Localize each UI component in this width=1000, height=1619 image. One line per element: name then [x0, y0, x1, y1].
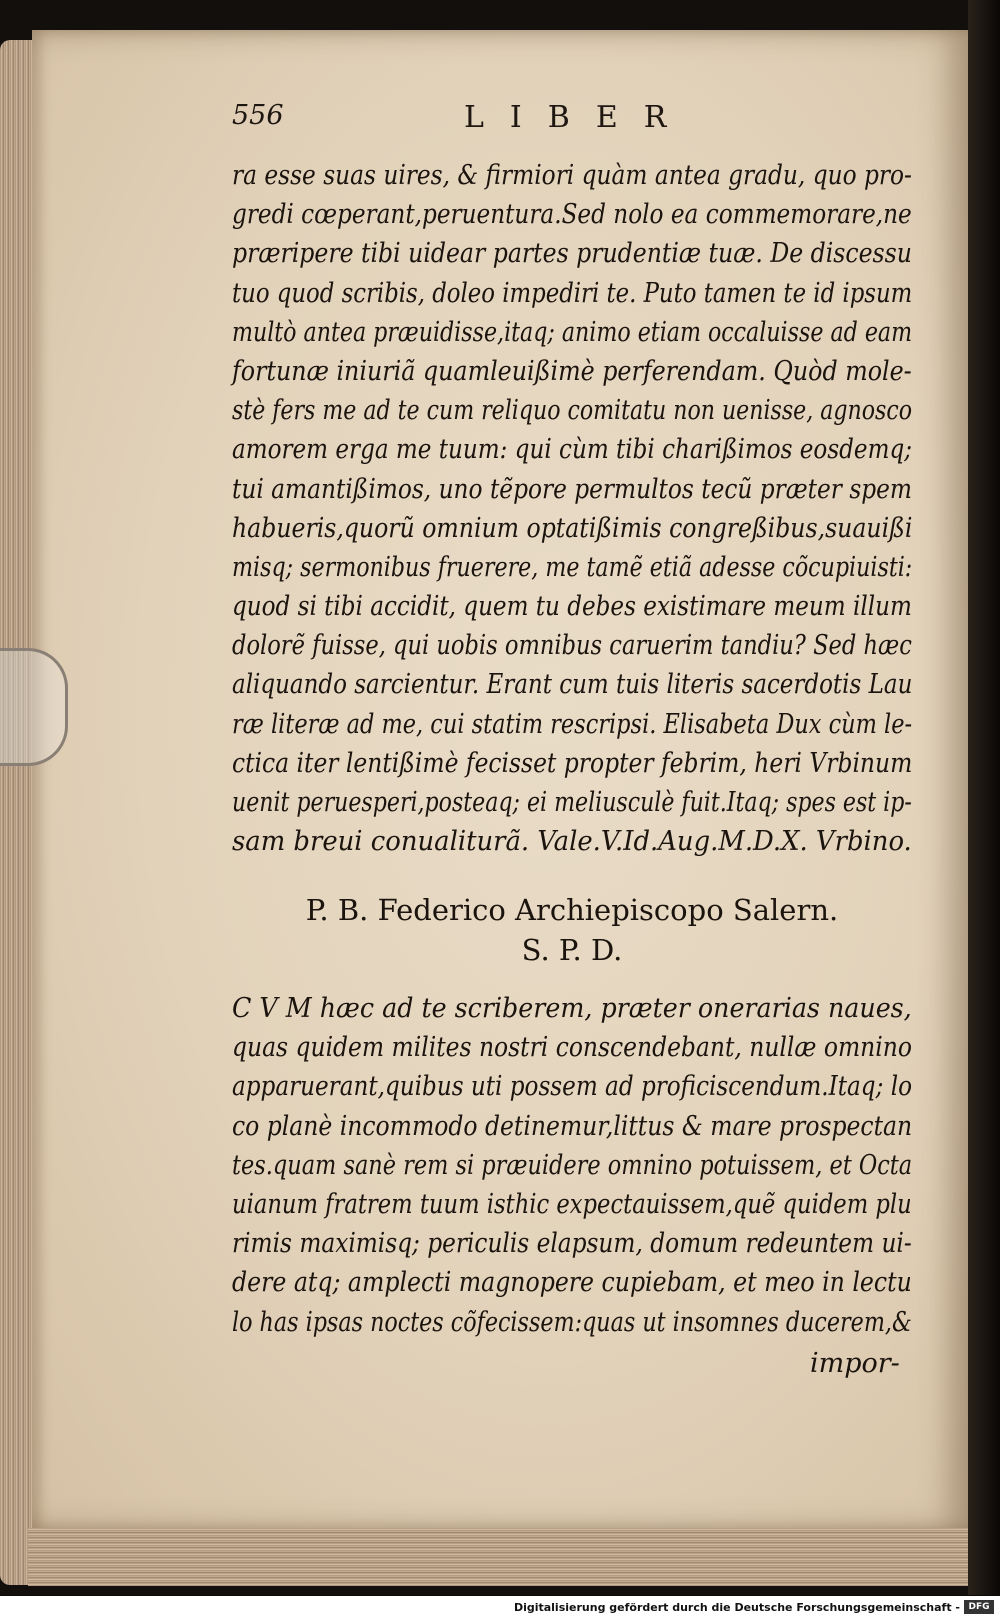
text-line: dolorẽ fuisse, qui uobis omnibus caruerim tandiu? Sed hæc: [232, 630, 912, 662]
book-spine: [968, 0, 1000, 1595]
text-line: apparuerant,quibus uti possem ad proficiscendum.Itaq; lo: [232, 1071, 912, 1103]
text-line: quas quidem milites nostri conscendebant, nullæ omnino: [232, 1032, 912, 1064]
text-line: stè fers me ad te cum reliquo comitatu non uenisse, agnosco: [232, 395, 912, 427]
text-line: uenit peruesperi,posteaq; ei meliusculè fuit.Itaq; spes est ip-: [232, 787, 912, 818]
text-line: ctica iter lentißimè fecisset propter febrim, heri Vrbinum: [232, 747, 913, 779]
text-line: co planè incommodo detinemur,littus & mare prospectan: [232, 1110, 913, 1142]
text-line: uianum fratrem tuum isthic expectauissem,quẽ quidem plu: [232, 1188, 912, 1220]
page-edges-bottom: [28, 1528, 968, 1586]
text-line: ra esse suas uires, & firmiori quàm antea gradu, quo pro-: [232, 160, 912, 191]
dfg-logo-icon: DFG: [964, 1600, 994, 1614]
text-line: misq; sermonibus fruerere, me tamẽ etiã adesse cõcupiuisti:: [232, 551, 913, 583]
letter-2-text: [232, 990, 912, 1343]
page-edges-left: [0, 40, 34, 1585]
running-title: LIBER: [464, 100, 693, 135]
text-line: fortunæ iniuriã quamleuißimè perferendam. Quòd mole-: [232, 355, 912, 387]
text-line: rimis maximisq; periculis elapsum, domum redeuntem ui-: [232, 1228, 912, 1260]
text-line: tuo quod scribis, doleo impediri te. Puto tamen te id ipsum: [232, 277, 913, 309]
page-number: 556: [232, 100, 284, 131]
text-line: lo has ipsas noctes cõfecissem:quas ut insomnes ducerem,&: [232, 1306, 912, 1338]
text-line: multò antea præuidisse,itaq; animo etiam occaluisse ad eam: [232, 316, 913, 348]
letter-1-text: [232, 156, 912, 861]
text-line: præripere tibi uidear partes prudentiæ tuæ. De discessu: [232, 238, 912, 270]
text-line: tui amantißimos, uno tẽpore permultos tecũ præter spem: [232, 473, 912, 505]
text-line: quod si tibi accidit, quem tu debes existimare meum illum: [232, 591, 912, 623]
page-header: [232, 100, 912, 140]
page-clip: [0, 648, 68, 766]
catchword: impor-: [810, 1348, 900, 1379]
text-line: aliquando sarcientur. Erant cum tuis literis sacerdotis Lau: [232, 669, 913, 701]
text-line: amorem erga me tuum: qui cùm tibi charißimos eosdemq;: [232, 434, 912, 466]
digitization-footer: [0, 1596, 1000, 1619]
text-line: habueris,quorũ omnium optatißimis congreßibus,suauißi: [232, 512, 913, 544]
text-line: tes.quam sanè rem si præuidere omnino potuissem, et Octa: [232, 1149, 913, 1181]
text-line: dere atq; amplecti magnopere cupiebam, et meo in lectu: [232, 1267, 912, 1299]
text-line: C V M hæc ad te scriberem, præter onerarias naues,: [232, 993, 912, 1024]
footer-credit: Digitalisierung gefördert durch die Deutsche Forschungsgemeinschaft -: [513, 1601, 960, 1614]
heading-salutation: S. P. D.: [521, 933, 623, 967]
heading-addressee: P. B. Federico Archiepiscopo Salern.: [305, 893, 839, 927]
text-line: sam breui conualiturã. Vale.V.Id.Aug.M.D.X. Vrbino.: [232, 826, 912, 858]
text-line: gredi cœperant,peruentura.Sed nolo ea commemorare,ne: [232, 199, 912, 231]
letter-heading: [232, 890, 912, 970]
text-line: ræ literæ ad me, cui statim rescripsi. Elisabeta Dux cùm le-: [232, 708, 913, 740]
